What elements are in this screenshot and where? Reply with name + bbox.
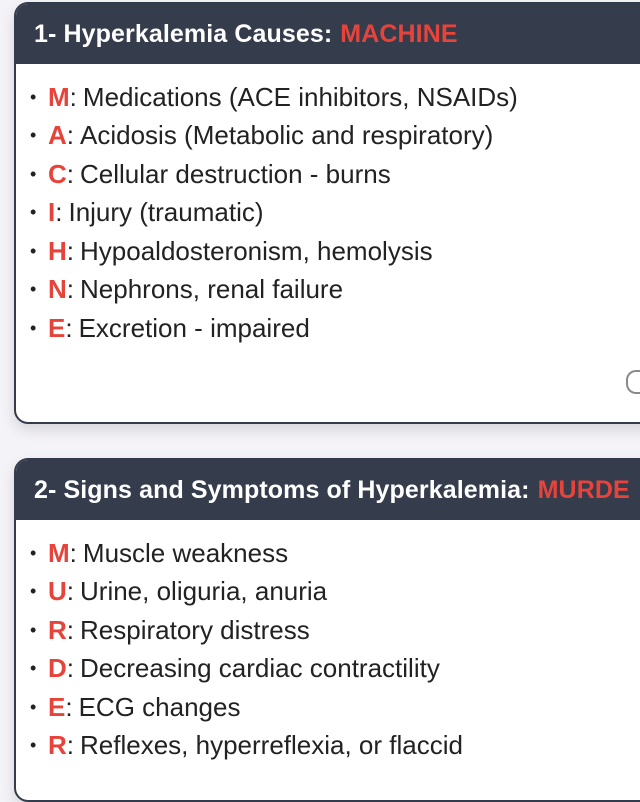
causes-card-header [16, 4, 640, 64]
item-text: Nephrons, renal failure [80, 274, 344, 305]
list-item [30, 573, 640, 612]
item-colon: : [66, 158, 75, 189]
symptoms-title: 2- Signs and Symptoms of Hyperkalemia: [34, 475, 530, 504]
causes-card [14, 2, 640, 424]
item-text: Injury (traumatic) [68, 197, 264, 228]
list-item [30, 155, 640, 194]
list-item [30, 194, 640, 233]
item-text: Cellular destruction - burns [80, 158, 391, 189]
list-item [30, 534, 640, 573]
item-letter: D [48, 653, 67, 684]
list-item [30, 611, 640, 650]
item-letter: H [48, 235, 67, 266]
item-text: Respiratory distress [80, 614, 310, 645]
item-text: Excretion - impaired [78, 312, 310, 343]
bullet-icon: • [30, 735, 37, 756]
list-item [30, 78, 640, 117]
list-item [30, 688, 640, 727]
bullet-icon: • [30, 542, 37, 563]
bullet-icon: • [30, 163, 37, 184]
item-letter: C [48, 158, 67, 189]
item-text: Muscle weakness [82, 537, 289, 568]
list-item [30, 232, 640, 271]
list-item [30, 271, 640, 310]
item-text: Hypoaldosteronism, hemolysis [80, 235, 433, 266]
item-text: Decreasing cardiac contractility [80, 653, 440, 684]
item-letter: N [48, 274, 67, 305]
bullet-icon: • [30, 240, 37, 261]
item-letter: E [48, 312, 66, 343]
item-colon: : [66, 274, 75, 305]
item-text: ECG changes [78, 691, 241, 722]
bullet-icon: • [30, 581, 37, 602]
bullet-icon: • [30, 202, 37, 223]
bullet-icon: • [30, 279, 37, 300]
item-colon: : [66, 120, 75, 151]
symptoms-card-header [16, 460, 640, 520]
list-item [30, 727, 640, 766]
item-colon: : [66, 576, 75, 607]
causes-list [16, 64, 640, 348]
item-letter: R [48, 730, 67, 761]
bullet-icon: • [30, 619, 37, 640]
item-colon: : [66, 614, 75, 645]
item-text: Acidosis (Metabolic and respiratory) [80, 120, 494, 151]
symptoms-acronym: MURDE [537, 475, 630, 504]
item-text: Urine, oliguria, anuria [80, 576, 328, 607]
item-text: Reflexes, hyperreflexia, or flaccid [80, 730, 463, 761]
resize-handle-icon [626, 370, 640, 394]
item-letter: U [48, 576, 67, 607]
bullet-icon: • [30, 86, 37, 107]
item-letter: R [48, 614, 67, 645]
item-letter: M [48, 537, 70, 568]
item-letter: M [48, 81, 70, 112]
item-colon: : [66, 235, 75, 266]
list-item [30, 309, 640, 348]
item-colon: : [69, 81, 77, 112]
item-letter: A [48, 120, 67, 151]
symptoms-list [16, 520, 640, 765]
bullet-icon: • [30, 696, 37, 717]
item-colon: : [55, 197, 63, 228]
item-text: Medications (ACE inhibitors, NSAIDs) [82, 81, 518, 112]
item-colon: : [65, 312, 73, 343]
bullet-icon: • [30, 658, 37, 679]
item-colon: : [66, 653, 75, 684]
causes-acronym: MACHINE [340, 19, 458, 48]
bullet-icon: • [30, 125, 37, 146]
list-item [30, 650, 640, 689]
symptoms-card [14, 458, 640, 802]
item-colon: : [66, 730, 75, 761]
bullet-icon: • [30, 317, 37, 338]
item-letter: E [48, 691, 66, 722]
list-item [30, 117, 640, 156]
causes-title: 1- Hyperkalemia Causes: [34, 19, 333, 48]
item-colon: : [65, 691, 73, 722]
item-letter: I [48, 197, 56, 228]
item-colon: : [69, 537, 77, 568]
